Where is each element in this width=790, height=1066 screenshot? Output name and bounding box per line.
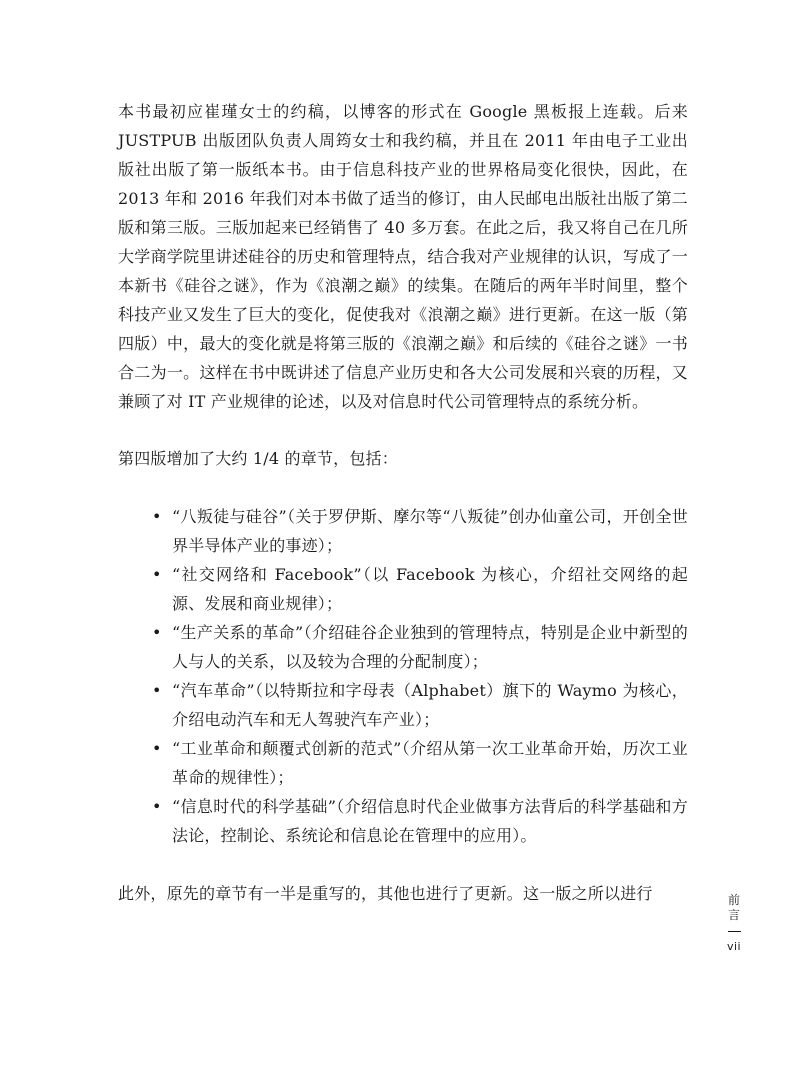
section-title: 前言: [727, 893, 740, 922]
bullet-icon: •: [152, 507, 162, 526]
list-item-text: “八叛徒与硅谷”（关于罗伊斯、摩尔等“八叛徒”创办仙童公司，开创全世界半导体产业的事迹）；: [172, 507, 688, 555]
list-item-text: “汽车革命”（以特斯拉和字母表（Alphabet）旗下的 Waymo 为核心，介绍电动汽车和无人驾驶汽车产业）；: [172, 681, 688, 729]
page-body: [118, 97, 688, 908]
list-item-text: “社交网络和 Facebook”（以 Facebook 为核心，介绍社交网络的起源、发展和商业规律）；: [172, 565, 688, 613]
bullet-icon: •: [152, 797, 162, 816]
list-item-text: “工业革命和颠覆式创新的范式”（介绍从第一次工业革命开始，历次工业革命的规律性）；: [172, 739, 688, 787]
bullet-icon: •: [152, 739, 162, 758]
list-lead-paragraph: 第四版增加了大约 1/4 的章节，包括：: [118, 449, 398, 468]
bullet-icon: •: [152, 565, 162, 584]
list-item: [118, 734, 688, 792]
list-item: [118, 618, 688, 676]
list-item: [118, 560, 688, 618]
bullet-icon: •: [152, 681, 162, 700]
list-item: [118, 676, 688, 734]
closing-paragraph: 此外，原先的章节有一半是重写的，其他也进行了更新。这一版之所以进行: [118, 884, 653, 903]
page-number: vii: [726, 940, 742, 953]
intro-paragraph: 本书最初应崔瑾女士的约稿，以博客的形式在 Google 黑板报上连载。后来 JUSTPUB 出版团队负责人周筠女士和我约稿，并且在 2011 年由电子工业出版社出版了第一版纸本书。由于信息科技产业的世界格局变化很快，因此，在 2013 年和 2016 年我们对本书做了适当的修订，由人民邮电出版社出版了第二版和第三版。三版加起来已经销售了 40 多万套。在此之后，我又将自己在几所大学商学院里讲述硅谷的历史和管理特点，结合我对产业规律的认识，写成了一本新书《硅谷之谜》，作为《浪潮之巅》的续集。在随后的两年半时间里，整个科技产业又发生了巨大的变化，促使我对《浪潮之巅》进行更新。在这一版（第四版）中，最大的变化就是将第三版的《浪潮之巅》和后续的《硅谷之谜》一书合二为一。这样在书中既讲述了信息产业历史和各大公司发展和兴衰的历程，又兼顾了对 IT 产业规律的论述，以及对信息时代公司管理特点的系统分析。: [118, 102, 688, 411]
list-item: [118, 792, 688, 850]
list-item: [118, 502, 688, 560]
new-chapters-list: [118, 502, 688, 850]
list-item-text: “信息时代的科学基础”（介绍信息时代企业做事方法背后的科学基础和方法论，控制论、系统论和信息论在管理中的应用）。: [172, 797, 688, 845]
list-item-text: “生产关系的革命”（介绍硅谷企业独到的管理特点，特别是企业中新型的人与人的关系，以及较为合理的分配制度）；: [172, 623, 688, 671]
side-marker: [724, 893, 744, 954]
section-divider: [728, 931, 741, 932]
bullet-icon: •: [152, 623, 162, 642]
